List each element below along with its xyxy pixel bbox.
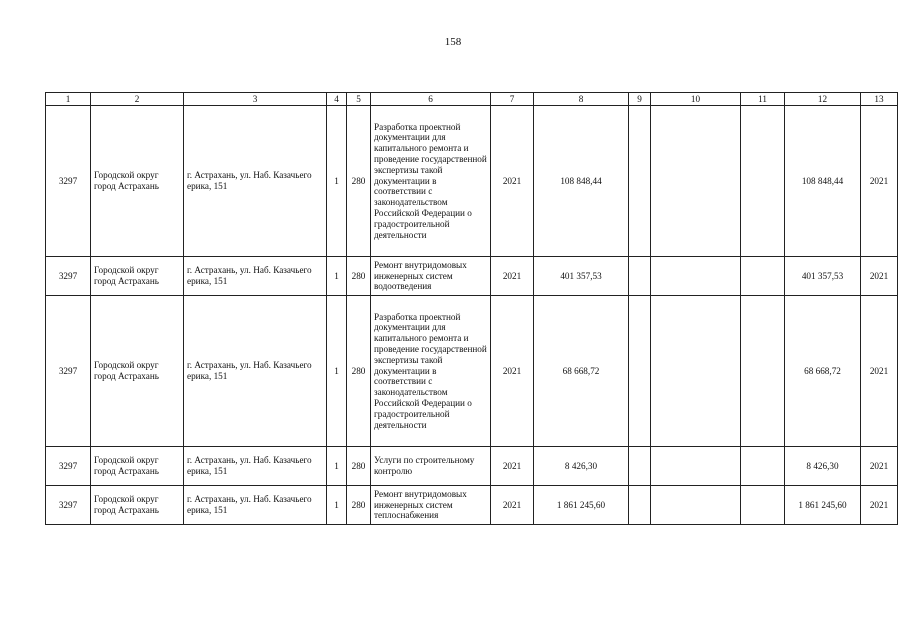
row-number-cell: 3297 <box>46 486 91 525</box>
column-header: 7 <box>491 93 534 106</box>
completion-year-cell: 2021 <box>861 106 898 257</box>
address-cell: г. Астрахань, ул. Наб. Казачьего ерика, 151 <box>184 257 327 296</box>
column-header: 13 <box>861 93 898 106</box>
column-11-cell <box>741 447 785 486</box>
row-number-cell: 3297 <box>46 296 91 447</box>
completion-year-cell: 2021 <box>861 296 898 447</box>
column-header: 10 <box>651 93 741 106</box>
municipality-cell: Городской округ город Астрахань <box>91 106 184 257</box>
row-number-cell: 3297 <box>46 106 91 257</box>
column-10-cell <box>651 486 741 525</box>
column-header: 4 <box>327 93 347 106</box>
work-type-cell: Разработка проектной документации для капитального ремонта и проведение государственной экспертизы такой документации в соответствии с законодательством Российской Федерации о градостроительной деятельности <box>371 106 491 257</box>
funding-cell: 8 426,30 <box>785 447 861 486</box>
column-4-cell: 1 <box>327 296 347 447</box>
column-header: 3 <box>184 93 327 106</box>
year-cell: 2021 <box>491 257 534 296</box>
municipality-cell: Городской округ город Астрахань <box>91 486 184 525</box>
capital-repair-table <box>45 92 898 525</box>
column-5-cell: 280 <box>347 447 371 486</box>
address-cell: г. Астрахань, ул. Наб. Казачьего ерика, 151 <box>184 447 327 486</box>
column-4-cell: 1 <box>327 257 347 296</box>
completion-year-cell: 2021 <box>861 486 898 525</box>
work-type-cell: Ремонт внутридомовых инженерных систем теплоснабжения <box>371 486 491 525</box>
work-type-cell: Услуги по строительному контролю <box>371 447 491 486</box>
column-5-cell: 280 <box>347 106 371 257</box>
completion-year-cell: 2021 <box>861 447 898 486</box>
year-cell: 2021 <box>491 447 534 486</box>
funding-cell: 68 668,72 <box>785 296 861 447</box>
row-number-cell: 3297 <box>46 447 91 486</box>
table-row <box>46 106 898 257</box>
column-header: 9 <box>629 93 651 106</box>
cost-cell: 1 861 245,60 <box>534 486 629 525</box>
work-type-cell: Ремонт внутридомовых инженерных систем водоотведения <box>371 257 491 296</box>
column-header: 2 <box>91 93 184 106</box>
cost-cell: 8 426,30 <box>534 447 629 486</box>
column-11-cell <box>741 257 785 296</box>
address-cell: г. Астрахань, ул. Наб. Казачьего ерика, 151 <box>184 106 327 257</box>
column-4-cell: 1 <box>327 106 347 257</box>
column-number-row <box>46 93 898 106</box>
column-9-cell <box>629 296 651 447</box>
table-row <box>46 486 898 525</box>
column-9-cell <box>629 257 651 296</box>
column-header: 8 <box>534 93 629 106</box>
column-10-cell <box>651 447 741 486</box>
completion-year-cell: 2021 <box>861 257 898 296</box>
work-type-cell: Разработка проектной документации для капитального ремонта и проведение государственной экспертизы такой документации в соответствии с законодательством Российской Федерации о градостроительной деятельности <box>371 296 491 447</box>
address-cell: г. Астрахань, ул. Наб. Казачьего ерика, 151 <box>184 486 327 525</box>
column-11-cell <box>741 106 785 257</box>
address-cell: г. Астрахань, ул. Наб. Казачьего ерика, 151 <box>184 296 327 447</box>
column-11-cell <box>741 296 785 447</box>
column-5-cell: 280 <box>347 486 371 525</box>
municipality-cell: Городской округ город Астрахань <box>91 296 184 447</box>
column-9-cell <box>629 106 651 257</box>
year-cell: 2021 <box>491 486 534 525</box>
column-5-cell: 280 <box>347 257 371 296</box>
column-header: 1 <box>46 93 91 106</box>
column-10-cell <box>651 257 741 296</box>
column-11-cell <box>741 486 785 525</box>
column-4-cell: 1 <box>327 447 347 486</box>
funding-cell: 1 861 245,60 <box>785 486 861 525</box>
funding-cell: 108 848,44 <box>785 106 861 257</box>
table-row <box>46 257 898 296</box>
cost-cell: 401 357,53 <box>534 257 629 296</box>
cost-cell: 68 668,72 <box>534 296 629 447</box>
column-header: 11 <box>741 93 785 106</box>
column-header: 6 <box>371 93 491 106</box>
year-cell: 2021 <box>491 106 534 257</box>
page-number: 158 <box>444 36 462 48</box>
column-header: 12 <box>785 93 861 106</box>
column-9-cell <box>629 447 651 486</box>
column-4-cell: 1 <box>327 486 347 525</box>
row-number-cell: 3297 <box>46 257 91 296</box>
table-row <box>46 447 898 486</box>
funding-cell: 401 357,53 <box>785 257 861 296</box>
municipality-cell: Городской округ город Астрахань <box>91 257 184 296</box>
column-10-cell <box>651 106 741 257</box>
column-9-cell <box>629 486 651 525</box>
column-5-cell: 280 <box>347 296 371 447</box>
cost-cell: 108 848,44 <box>534 106 629 257</box>
year-cell: 2021 <box>491 296 534 447</box>
column-header: 5 <box>347 93 371 106</box>
table-row <box>46 296 898 447</box>
municipality-cell: Городской округ город Астрахань <box>91 447 184 486</box>
column-10-cell <box>651 296 741 447</box>
